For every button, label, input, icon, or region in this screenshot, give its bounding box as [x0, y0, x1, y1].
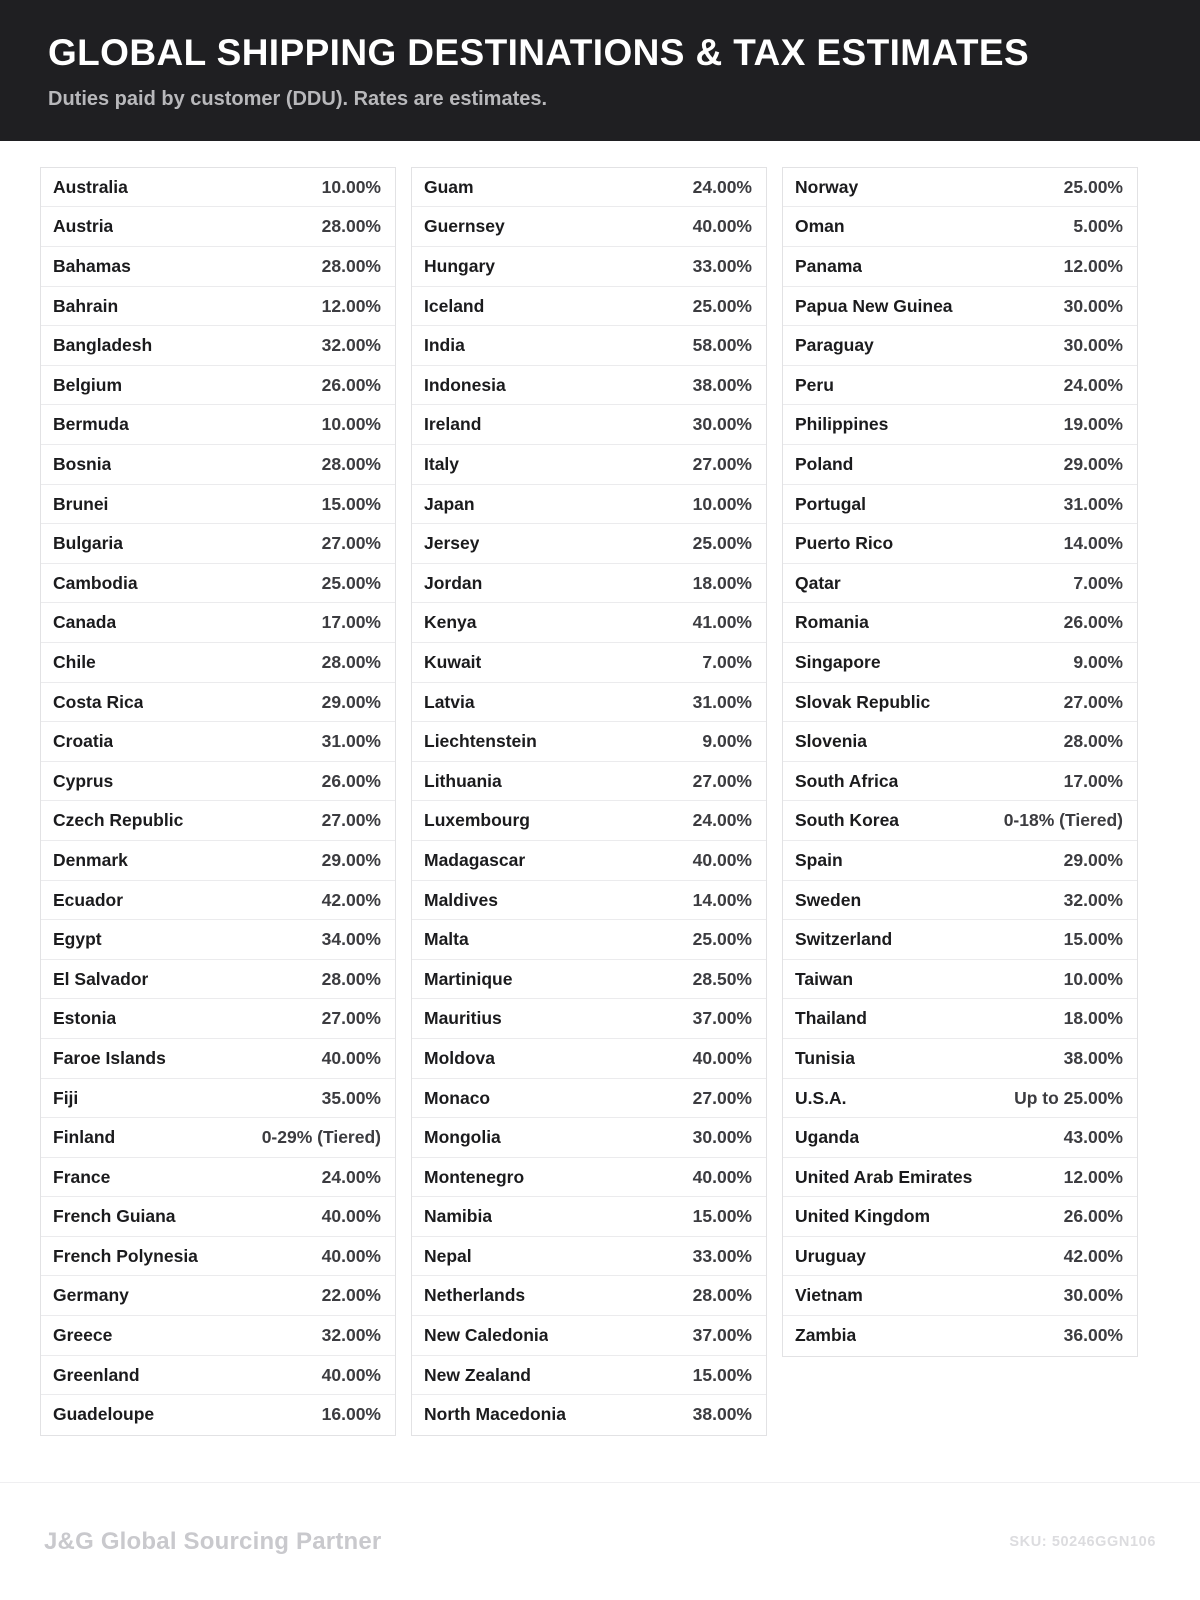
tax-rate-value: 15.00%	[321, 493, 381, 514]
tax-rate-value: 12.00%	[321, 295, 381, 316]
table-row	[783, 524, 1137, 564]
table-row	[783, 207, 1137, 247]
tax-rate-value: 15.00%	[1063, 929, 1123, 950]
tax-rate-value: 0-29% (Tiered)	[261, 1127, 381, 1148]
destination-name: Iceland	[424, 295, 485, 316]
destination-name: Madagascar	[424, 849, 526, 870]
table-row	[783, 762, 1137, 802]
destination-name: North Macedonia	[424, 1404, 566, 1425]
destination-name: Germany	[53, 1285, 129, 1306]
destination-name: Luxembourg	[424, 810, 530, 831]
destination-name: Oman	[795, 216, 845, 237]
destination-name: Japan	[424, 493, 475, 514]
destination-name: Panama	[795, 256, 863, 277]
tax-rate-value: 30.00%	[1063, 335, 1123, 356]
tax-rate-value: 40.00%	[321, 1245, 381, 1266]
destination-name: Croatia	[53, 731, 114, 752]
page-title: GLOBAL SHIPPING DESTINATIONS & TAX ESTIMATES	[48, 32, 1030, 73]
destination-name: Lithuania	[424, 770, 502, 791]
table-row	[41, 1395, 395, 1435]
destination-name: Slovak Republic	[795, 691, 931, 712]
destination-name: Tunisia	[795, 1047, 855, 1068]
destination-name: Monaco	[424, 1087, 491, 1108]
destination-name: Singapore	[795, 651, 881, 672]
tax-rate-value: 28.00%	[692, 1285, 752, 1306]
table-row	[41, 207, 395, 247]
table-row	[412, 1356, 766, 1396]
table-row	[412, 920, 766, 960]
table-row	[412, 1276, 766, 1316]
tax-rate-value: 28.00%	[321, 256, 381, 277]
destination-name: Portugal	[795, 493, 866, 514]
destination-name: Mauritius	[424, 1008, 502, 1029]
table-row	[412, 207, 766, 247]
tax-rate-value: 24.00%	[321, 1166, 381, 1187]
table-row	[783, 960, 1137, 1000]
table-row	[412, 1316, 766, 1356]
tax-rate-value: 7.00%	[702, 651, 752, 672]
rates-column	[40, 167, 396, 1436]
tax-rate-value: 27.00%	[692, 1087, 752, 1108]
table-row	[412, 722, 766, 762]
tax-rate-value: 5.00%	[1073, 216, 1123, 237]
destination-name: India	[424, 335, 465, 356]
table-row	[412, 801, 766, 841]
destination-name: Zambia	[795, 1325, 857, 1346]
tax-rate-value: 17.00%	[1063, 770, 1123, 791]
destination-name: Maldives	[424, 889, 498, 910]
destination-name: Moldova	[424, 1047, 495, 1068]
table-row	[783, 722, 1137, 762]
table-row	[783, 1039, 1137, 1079]
tax-rate-value: 27.00%	[692, 770, 752, 791]
destination-name: Namibia	[424, 1206, 493, 1227]
tax-rate-value: 27.00%	[321, 810, 381, 831]
page-subtitle: Duties paid by customer (DDU). Rates are estimates.	[48, 87, 548, 110]
rates-columns	[0, 141, 1200, 1436]
tax-rate-value: 16.00%	[321, 1404, 381, 1425]
tax-rate-value: 28.00%	[1063, 731, 1123, 752]
destination-name: Czech Republic	[53, 810, 184, 831]
tax-rate-value: 36.00%	[1063, 1325, 1123, 1346]
destination-name: Thailand	[795, 1008, 867, 1029]
tax-rate-value: 28.00%	[321, 216, 381, 237]
destination-name: New Zealand	[424, 1364, 531, 1385]
destination-name: Mongolia	[424, 1127, 501, 1148]
destination-name: Jersey	[424, 533, 480, 554]
tax-rate-value: 18.00%	[692, 572, 752, 593]
table-row	[412, 1197, 766, 1237]
tax-rate-value: 40.00%	[321, 1206, 381, 1227]
tax-rate-value: 28.50%	[692, 968, 752, 989]
destination-name: Nepal	[424, 1245, 472, 1266]
tax-rate-value: 29.00%	[321, 849, 381, 870]
destination-name: Denmark	[53, 849, 128, 870]
tax-rate-value: 40.00%	[321, 1364, 381, 1385]
tax-rate-value: 25.00%	[692, 295, 752, 316]
table-row	[412, 603, 766, 643]
tax-rate-value: 37.00%	[692, 1008, 752, 1029]
footer-brand: J&G Global Sourcing Partner	[44, 1527, 382, 1555]
destination-name: Slovenia	[795, 731, 867, 752]
tax-rate-value: 30.00%	[692, 1127, 752, 1148]
destination-name: Finland	[53, 1127, 116, 1148]
destination-name: Kuwait	[424, 651, 482, 672]
destination-name: Indonesia	[424, 374, 506, 395]
destination-name: El Salvador	[53, 968, 149, 989]
table-row	[41, 1079, 395, 1119]
destination-name: Greenland	[53, 1364, 140, 1385]
table-row	[783, 326, 1137, 366]
tax-rate-value: 26.00%	[1063, 1206, 1123, 1227]
table-row	[412, 1158, 766, 1198]
destination-name: Liechtenstein	[424, 731, 537, 752]
destination-name: New Caledonia	[424, 1325, 549, 1346]
table-row	[783, 1079, 1137, 1119]
footer-sku: SKU: 50246GGN106	[1009, 1533, 1156, 1550]
destination-name: Kenya	[424, 612, 477, 633]
table-row	[783, 1197, 1137, 1237]
table-row	[41, 722, 395, 762]
tax-rate-value: 25.00%	[692, 533, 752, 554]
table-row	[41, 1356, 395, 1396]
table-row	[412, 485, 766, 525]
rates-column	[411, 167, 767, 1436]
table-row	[412, 881, 766, 921]
destination-name: Bulgaria	[53, 533, 124, 554]
tax-rate-value: 14.00%	[1063, 533, 1123, 554]
tax-rate-value: 33.00%	[692, 256, 752, 277]
tax-rate-value: 31.00%	[692, 691, 752, 712]
destination-name: Malta	[424, 929, 469, 950]
table-row	[41, 287, 395, 327]
tax-rate-value: 30.00%	[692, 414, 752, 435]
destination-name: Uganda	[795, 1127, 860, 1148]
tax-rate-value: 41.00%	[692, 612, 752, 633]
destination-name: Philippines	[795, 414, 889, 435]
table-row	[783, 366, 1137, 406]
table-row	[783, 445, 1137, 485]
page-footer	[0, 1482, 1200, 1600]
destination-name: Latvia	[424, 691, 475, 712]
tax-rate-value: 9.00%	[1073, 651, 1123, 672]
table-row	[783, 1276, 1137, 1316]
tax-rate-value: 31.00%	[1063, 493, 1123, 514]
tax-rate-value: 24.00%	[692, 176, 752, 197]
destination-name: Uruguay	[795, 1245, 866, 1266]
table-row	[783, 1316, 1137, 1356]
destination-name: Canada	[53, 612, 117, 633]
tax-rate-value: 26.00%	[1063, 612, 1123, 633]
table-row	[41, 603, 395, 643]
table-row	[412, 1237, 766, 1277]
table-row	[41, 1197, 395, 1237]
destination-name: Ecuador	[53, 889, 124, 910]
tax-rate-value: 29.00%	[1063, 849, 1123, 870]
table-row	[41, 445, 395, 485]
table-row	[412, 762, 766, 802]
tax-rate-value: 34.00%	[321, 929, 381, 950]
table-row	[783, 405, 1137, 445]
table-row	[783, 1158, 1137, 1198]
table-row	[41, 405, 395, 445]
table-row	[41, 524, 395, 564]
tax-rate-value: 30.00%	[1063, 295, 1123, 316]
tax-rate-value: 0-18% (Tiered)	[1003, 810, 1123, 831]
destination-name: Bermuda	[53, 414, 129, 435]
destination-name: Romania	[795, 612, 869, 633]
tax-rate-value: 38.00%	[692, 374, 752, 395]
tax-rate-value: 40.00%	[692, 849, 752, 870]
destination-name: United Arab Emirates	[795, 1166, 973, 1187]
table-row	[783, 603, 1137, 643]
tax-rate-value: 27.00%	[692, 454, 752, 474]
destination-name: Puerto Rico	[795, 533, 894, 554]
destination-name: Martinique	[424, 968, 513, 989]
tax-rate-value: 37.00%	[692, 1325, 752, 1346]
destination-name: Guernsey	[424, 216, 505, 237]
table-row	[41, 1276, 395, 1316]
tax-rate-value: 40.00%	[692, 1166, 752, 1187]
tax-rate-value: 25.00%	[1063, 176, 1123, 197]
table-row	[412, 326, 766, 366]
table-row	[412, 683, 766, 723]
tax-rate-value: 29.00%	[1063, 454, 1123, 474]
table-row	[412, 999, 766, 1039]
tax-rate-value: 25.00%	[321, 572, 381, 593]
destination-name: Taiwan	[795, 968, 854, 989]
table-row	[41, 326, 395, 366]
table-row	[783, 485, 1137, 525]
destination-name: Egypt	[53, 929, 102, 950]
table-row	[41, 881, 395, 921]
table-row	[41, 841, 395, 881]
table-row	[783, 841, 1137, 881]
table-row	[41, 1118, 395, 1158]
table-row	[412, 1395, 766, 1435]
tax-rate-value: 24.00%	[692, 810, 752, 831]
destination-name: Guadeloupe	[53, 1404, 155, 1425]
table-row	[41, 366, 395, 406]
tax-rate-value: 43.00%	[1063, 1127, 1123, 1148]
tax-rate-value: 9.00%	[702, 731, 752, 752]
destination-name: Sweden	[795, 889, 862, 910]
tax-rate-value: 27.00%	[1063, 691, 1123, 712]
destination-name: Paraguay	[795, 335, 874, 356]
table-row	[783, 287, 1137, 327]
table-row	[412, 960, 766, 1000]
destination-name: Jordan	[424, 572, 483, 593]
tax-rate-value: 26.00%	[321, 374, 381, 395]
tax-rate-value: 15.00%	[692, 1364, 752, 1385]
destination-name: Guam	[424, 176, 474, 197]
tax-rate-value: 15.00%	[692, 1206, 752, 1227]
destination-name: Papua New Guinea	[795, 295, 953, 316]
destination-name: Qatar	[795, 572, 841, 593]
table-row	[412, 247, 766, 287]
table-row	[412, 841, 766, 881]
destination-name: Ireland	[424, 414, 482, 435]
tax-rate-value: 10.00%	[321, 176, 381, 197]
destination-name: Switzerland	[795, 929, 893, 950]
tax-rate-value: 32.00%	[321, 335, 381, 356]
table-row	[783, 1118, 1137, 1158]
destination-name: Montenegro	[424, 1166, 525, 1187]
tax-rate-value: 28.00%	[321, 651, 381, 672]
destination-name: United Kingdom	[795, 1206, 931, 1227]
destination-name: Bahamas	[53, 256, 131, 277]
destination-name: South Africa	[795, 770, 899, 791]
table-row	[41, 247, 395, 287]
table-row	[41, 643, 395, 683]
page-header	[0, 0, 1200, 141]
destination-name: Poland	[795, 454, 854, 474]
table-row	[41, 1158, 395, 1198]
table-row	[783, 247, 1137, 287]
table-row	[41, 1039, 395, 1079]
table-row	[412, 168, 766, 208]
destination-name: France	[53, 1166, 111, 1187]
destination-name: Faroe Islands	[53, 1047, 166, 1068]
tax-rate-value: 42.00%	[321, 889, 381, 910]
tax-rate-value: 10.00%	[692, 493, 752, 514]
tax-rate-value: 38.00%	[692, 1404, 752, 1425]
table-row	[41, 1316, 395, 1356]
destination-name: Austria	[53, 216, 114, 237]
table-row	[41, 960, 395, 1000]
destination-name: Spain	[795, 849, 843, 870]
table-row	[783, 683, 1137, 723]
destination-name: Hungary	[424, 256, 495, 277]
table-row	[783, 881, 1137, 921]
destination-name: Bosnia	[53, 454, 112, 474]
table-row	[783, 168, 1137, 208]
destination-name: Cyprus	[53, 770, 114, 791]
tax-rate-value: 25.00%	[692, 929, 752, 950]
destination-name: French Polynesia	[53, 1245, 198, 1266]
destination-name: Chile	[53, 651, 96, 672]
table-row	[783, 564, 1137, 604]
table-row	[41, 801, 395, 841]
destination-name: South Korea	[795, 810, 900, 831]
tax-rate-value: 29.00%	[321, 691, 381, 712]
tax-rate-value: 10.00%	[1063, 968, 1123, 989]
tax-rate-value: 28.00%	[321, 454, 381, 474]
table-row	[41, 683, 395, 723]
destination-name: Bahrain	[53, 295, 119, 316]
destination-name: Brunei	[53, 493, 109, 514]
table-row	[41, 999, 395, 1039]
tax-rate-value: 40.00%	[692, 216, 752, 237]
tax-rate-value: 7.00%	[1073, 572, 1123, 593]
tax-rate-value: 19.00%	[1063, 414, 1123, 435]
destination-name: Australia	[53, 176, 128, 197]
destination-name: Italy	[424, 454, 460, 474]
destination-name: Costa Rica	[53, 691, 144, 712]
destination-name: Vietnam	[795, 1285, 863, 1306]
table-row	[41, 564, 395, 604]
table-row	[783, 1237, 1137, 1277]
table-row	[41, 1237, 395, 1277]
tax-rate-value: 42.00%	[1063, 1245, 1123, 1266]
table-row	[412, 445, 766, 485]
destination-name: Netherlands	[424, 1285, 526, 1306]
destination-name: Greece	[53, 1325, 113, 1346]
tax-rate-value: 27.00%	[321, 533, 381, 554]
table-row	[412, 643, 766, 683]
table-row	[412, 524, 766, 564]
table-row	[783, 801, 1137, 841]
table-row	[41, 920, 395, 960]
table-row	[412, 366, 766, 406]
table-row	[783, 999, 1137, 1039]
table-row	[41, 485, 395, 525]
tax-rate-value: 33.00%	[692, 1245, 752, 1266]
destination-name: Peru	[795, 374, 834, 395]
table-row	[412, 564, 766, 604]
destination-name: French Guiana	[53, 1206, 176, 1227]
destination-name: Norway	[795, 176, 859, 197]
destination-name: U.S.A.	[795, 1087, 847, 1108]
table-row	[412, 1079, 766, 1119]
tax-rate-value: 35.00%	[321, 1087, 381, 1108]
table-row	[412, 1039, 766, 1079]
tax-rate-value: 28.00%	[321, 968, 381, 989]
tax-rate-value: 14.00%	[692, 889, 752, 910]
tax-rate-value: 24.00%	[1063, 374, 1123, 395]
tax-rate-value: 40.00%	[321, 1047, 381, 1068]
tax-rate-value: 58.00%	[692, 335, 752, 356]
tax-rate-value: 12.00%	[1063, 1166, 1123, 1187]
table-row	[41, 168, 395, 208]
tax-rate-value: 27.00%	[321, 1008, 381, 1029]
tax-rate-value: 30.00%	[1063, 1285, 1123, 1306]
tax-rate-value: 40.00%	[692, 1047, 752, 1068]
destination-name: Fiji	[53, 1087, 79, 1108]
rates-column	[782, 167, 1138, 1357]
tax-rate-value: 38.00%	[1063, 1047, 1123, 1068]
tax-rate-value: 26.00%	[321, 770, 381, 791]
table-row	[783, 643, 1137, 683]
tax-rate-value: 22.00%	[321, 1285, 381, 1306]
table-row	[41, 762, 395, 802]
table-row	[412, 1118, 766, 1158]
tax-rate-value: 32.00%	[1063, 889, 1123, 910]
table-row	[412, 287, 766, 327]
tax-rate-value: 17.00%	[321, 612, 381, 633]
destination-name: Bangladesh	[53, 335, 153, 356]
table-row	[412, 405, 766, 445]
destination-name: Belgium	[53, 374, 123, 395]
tax-rate-value: 32.00%	[321, 1325, 381, 1346]
table-row	[783, 920, 1137, 960]
destination-name: Estonia	[53, 1008, 117, 1029]
destination-name: Cambodia	[53, 572, 138, 593]
tax-rate-value: Up to 25.00%	[1014, 1087, 1123, 1108]
tax-rate-value: 31.00%	[321, 731, 381, 752]
tax-rate-value: 18.00%	[1063, 1008, 1123, 1029]
tax-rate-value: 10.00%	[321, 414, 381, 435]
tax-rate-value: 12.00%	[1063, 256, 1123, 277]
